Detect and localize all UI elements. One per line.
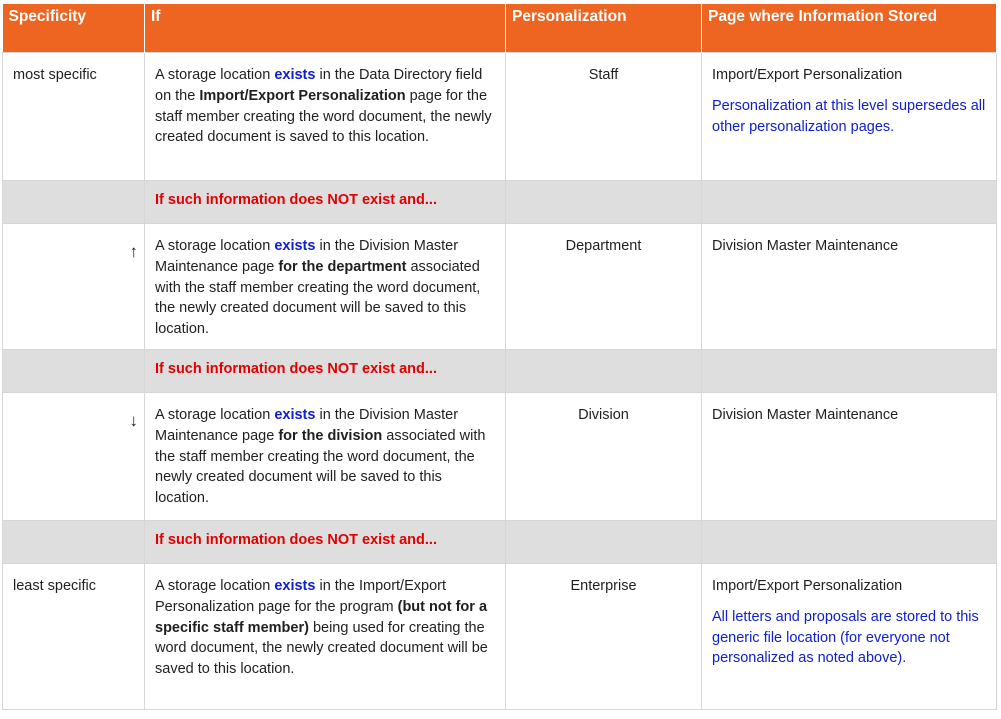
separator-row [3, 181, 997, 224]
condition-cell: A storage location exists in the Data Directory field on the Import/Export Personalization page for the staff member creating the word document, the newly created document is saved to this location. [145, 53, 506, 181]
header-if: If [145, 4, 506, 53]
header-page: Page where Information Stored [702, 4, 997, 53]
header-personalization: Personalization [506, 4, 702, 53]
down-arrow-icon: ↓ [3, 393, 145, 521]
specificity-cell: least specific [3, 564, 145, 710]
note-text: All letters and proposals are stored to this generic file location (for everyone not personalized as noted above). [712, 608, 979, 667]
page-cell: Division Master Maintenance [702, 224, 997, 350]
table-row [3, 224, 997, 350]
personalization-cell: Division [506, 393, 702, 521]
personalization-cell: Enterprise [506, 564, 702, 710]
separator-row [3, 521, 997, 564]
page-cell: Import/Export Personalization All letters and proposals are stored to this generic file location (for everyone not personalized as noted above). [702, 564, 997, 710]
note-text: Personalization at this level supersedes all other personalization pages. [712, 97, 986, 135]
personalization-cell: Department [506, 224, 702, 350]
header-specificity: Specificity [3, 4, 145, 53]
separator-text: If such information does NOT exist and... [145, 350, 506, 393]
specificity-cell: most specific [3, 53, 145, 181]
condition-cell: A storage location exists in the Import/Export Personalization page for the program (but not for a specific staff member) being used for creating the word document, the newly created document will be saved to this location. [145, 564, 506, 710]
table-row [3, 393, 997, 521]
separator-text: If such information does NOT exist and... [145, 181, 506, 224]
table-row [3, 53, 997, 181]
page-cell: Division Master Maintenance [702, 393, 997, 521]
table-row [3, 564, 997, 710]
header-row [3, 4, 997, 53]
condition-cell: A storage location exists in the Division Master Maintenance page for the division associated with the staff member creating the word document, the newly created document will be saved to this location. [145, 393, 506, 521]
up-arrow-icon: ↑ [3, 224, 145, 350]
storage-location-table [2, 4, 997, 710]
condition-cell: A storage location exists in the Division Master Maintenance page for the department associated with the staff member creating the word document, the newly created document will be saved to this location. [145, 224, 506, 350]
separator-text: If such information does NOT exist and... [145, 521, 506, 564]
personalization-cell: Staff [506, 53, 702, 181]
separator-row [3, 350, 997, 393]
page-cell: Import/Export Personalization Personalization at this level supersedes all other personalization pages. [702, 53, 997, 181]
